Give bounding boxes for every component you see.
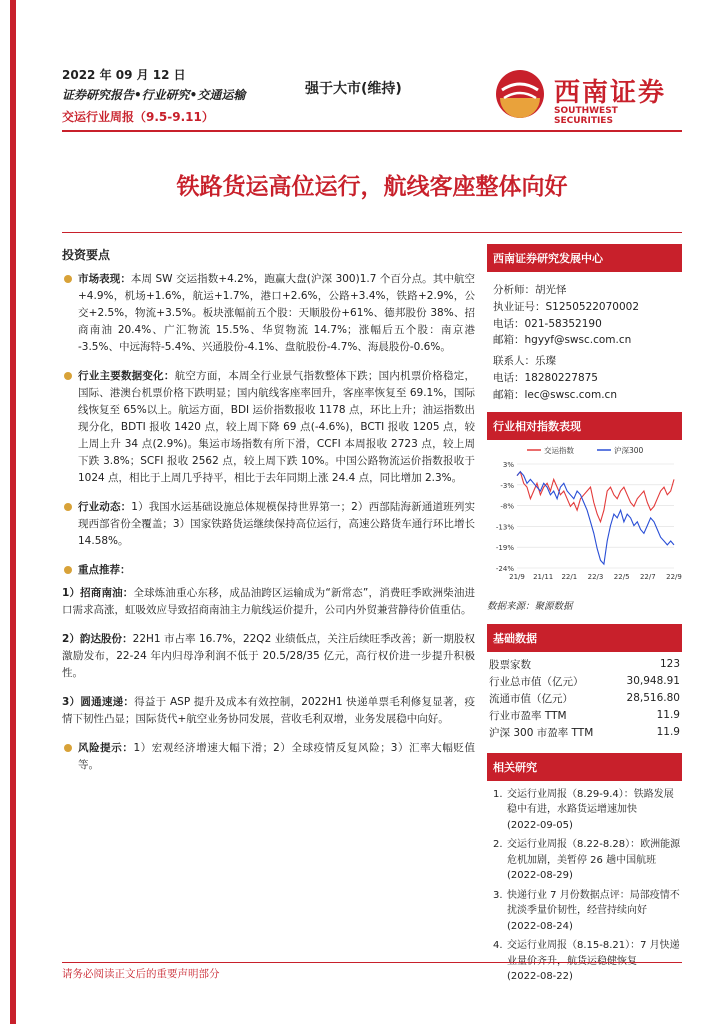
- recommendation-3-label: 3）圆通速递：: [62, 696, 135, 709]
- recommendation-1-label: 1）招商南油：: [62, 587, 134, 600]
- industry-data-text: 航空方面，本周全行业景气指数整体下跌；国内机票价格稳定，国际、港澳台机票价格下跌明显；国内航线客座率回升，客座率恢复至 69.1%，国际线恢复至 65%以上。航运方面，BDI 运价指数报收 1178 点，环比上升；油运指数出现分化，BDTI 报收 1420 点，较上周下降 69 点(-4.6%)，BCTI 报收 1205 点，较上周上升 34 点(2.9%)。集运市场指数有所下滑，CCFI 本周报收 2723 点，较上周下跌 3.8%；SCFI 报收 2562 点，较上周下跌 10%。中国公路物流运价指数报收于 1024 点，相比于上周几乎持平，相比于去年同期上涨 24.4 点，同比增加 2.3%。: [78, 370, 475, 485]
- row-label: 股票家数: [489, 658, 531, 671]
- basic-data-table: [487, 656, 682, 741]
- item-date: (2022-08-29): [507, 870, 573, 882]
- relative-index-chart: [487, 440, 682, 590]
- y-tick-label: -8%: [500, 502, 514, 511]
- left-accent-bar: [10, 0, 16, 1024]
- recommendation-3: [62, 694, 475, 728]
- series-line-1: [517, 471, 674, 563]
- list-item[interactable]: [493, 888, 682, 935]
- contact-email: 邮箱：lec@swsc.com.cn: [493, 388, 617, 401]
- x-tick-label: 22/5: [613, 572, 630, 581]
- recommendation-2: [62, 631, 475, 682]
- item-number: 3.: [493, 889, 503, 901]
- list-item[interactable]: [493, 787, 682, 834]
- footer-divider: [62, 962, 682, 963]
- bullet-icon: [64, 744, 72, 752]
- rating: 强于大市(维持): [305, 81, 402, 97]
- logo-text: 西南证券: [554, 78, 667, 108]
- item-title: 快递行业 7 月份数据点评：局部疫情不扰淡季量价韧性，经营持续向好: [507, 889, 680, 917]
- y-tick-label: -13%: [495, 522, 514, 531]
- bullet-icon: [64, 275, 72, 283]
- chart-source: 数据来源：聚源数据: [487, 600, 573, 612]
- risk-label: 风险提示：: [78, 742, 134, 755]
- item-title: 交运行业周报（8.22-8.28）：欧洲能源危机加剧，美暂停 26 趟中国航班: [507, 839, 681, 866]
- item-date: (2022-09-05): [507, 819, 573, 831]
- bullet-icon: [64, 503, 72, 511]
- bullet-icon: [64, 372, 72, 380]
- footer-disclaimer: 请务必阅读正文后的重要声明部分: [62, 968, 220, 980]
- recommendation-2-text: 22H1 市占率 16.7%，22Q2 业绩低点，关注后续旺季改善；新一期股权激励发布，22-24 年内归母净利润不低于 20.5/28/35 亿元，高行权价进一步提升积极性。: [62, 633, 475, 680]
- row-value: 30,948.91: [626, 675, 680, 688]
- recommendation-block: [62, 562, 475, 579]
- market-label: 市场表现：: [78, 273, 131, 286]
- logo-english-text: SOUTHWEST SECURITIES: [554, 106, 618, 126]
- x-tick-label: 21/9: [509, 572, 525, 581]
- sidebar: [487, 244, 682, 989]
- contact-phone: 电话：18280227875: [493, 371, 598, 384]
- related-research-list: [487, 787, 682, 985]
- contact-name: 联系人：乐璨: [493, 355, 556, 368]
- header-divider: [62, 130, 682, 132]
- item-number: 2.: [493, 839, 503, 851]
- row-value: 28,516.80: [626, 692, 680, 705]
- report-headline: 铁路货运高位运行，航线客座整体向好: [176, 174, 568, 200]
- industry-dynamic-label: 行业动态：: [78, 501, 132, 514]
- item-date: (2022-08-24): [507, 920, 573, 932]
- logo-emblem-icon: [494, 68, 546, 120]
- basic-data-heading: 基础数据: [487, 624, 682, 652]
- y-tick-label: 3%: [502, 460, 514, 469]
- report-category: 证券研究报告•行业研究•交通运输: [62, 88, 246, 102]
- y-tick-label: -19%: [495, 543, 514, 552]
- main-column: [62, 246, 475, 786]
- bullet-icon: [64, 566, 72, 574]
- table-row: [487, 656, 682, 673]
- market-block: [62, 271, 475, 356]
- recommendation-1-text: 全球炼油重心东移，成品油跨区运输成为“新常态”，消费旺季欧洲柴油进口需求高涨，虹吸效应导致招商南油主力航线运价提升，公司内外贸兼营静待价值重估。: [62, 587, 475, 617]
- industry-dynamic-text: 1）我国水运基础设施总体规模保持世界第一；2）西部陆海新通道班列实现西部省份全覆盖；3）国家铁路货运继续保持高位运行，高速公路货车通行环比增长 14.58%。: [78, 501, 475, 548]
- item-title: 交运行业周报（8.15-8.21）：7 月快递: [507, 940, 680, 952]
- company-logo: [494, 66, 674, 126]
- section-divider: [62, 232, 682, 233]
- x-tick-label: 22/9: [666, 572, 682, 581]
- chart-svg: [487, 440, 682, 590]
- analyst-info: [487, 272, 682, 412]
- industry-data-block: [62, 368, 475, 487]
- row-label: 行业总市值（亿元）: [489, 675, 584, 688]
- row-label: 行业市盈率 TTM: [489, 709, 567, 722]
- recommendation-1: [62, 585, 475, 619]
- item-date: (2022-08-22): [507, 971, 573, 983]
- risk-block: [62, 740, 475, 774]
- analyst-phone: 电话：021-58352190: [493, 317, 602, 330]
- item-title: 交运行业周报（8.29-9.4）：铁路发展稳中有进，水路货运增速加快: [507, 788, 674, 816]
- analyst-name: 分析师：胡光怿: [493, 284, 567, 296]
- analyst-email: 邮箱：hgyyf@swsc.com.cn: [493, 334, 632, 347]
- table-row: [487, 724, 682, 741]
- chart-heading: 行业相对指数表现: [487, 412, 682, 440]
- industry-data-label: 行业主要数据变化：: [78, 370, 175, 383]
- recommendation-3-text: 得益于 ASP 提升及成本有效控制，2022H1 快递单票毛利修复显著，疫情下韧性凸显；国际货代+航空业务协同发展，营收毛利双增，业务发展稳中向好。: [62, 696, 475, 726]
- x-tick-label: 22/7: [639, 572, 656, 581]
- item-number: 1.: [493, 788, 503, 800]
- recommendation-label: 重点推荐：: [78, 564, 131, 577]
- row-value: 123: [659, 658, 680, 671]
- row-value: 11.9: [656, 726, 680, 739]
- table-row: [487, 707, 682, 724]
- analyst-license: 执业证号：S1250522070002: [493, 300, 640, 313]
- investment-heading: 投资要点: [62, 248, 111, 262]
- industry-dynamic-block: [62, 499, 475, 550]
- x-tick-label: 22/3: [587, 572, 604, 581]
- report-name: 交运行业周报（9.5-9.11）: [62, 110, 214, 124]
- row-label: 流通市值（亿元）: [489, 692, 573, 705]
- recommendation-2-label: 2）韵达股份：: [62, 633, 133, 646]
- report-date: 2022 年 09 月 12 日: [62, 68, 186, 82]
- market-text: 本周 SW 交运指数+4.2%，跑赢大盘(沪深 300)1.7 个百分点。其中航空+4.9%，机场+1.6%，航运+1.7%，港口+2.6%，公路+3.4%，铁路+2.9%，公交+2.5%，物流+3.5%。板块涨幅前五个股：天顺股份+61%、德邦股份 38%、招商南油 20.4%、广汇物流 15.5%、华贸物流 14.7%；涨幅后五个股：南京港 -3.5%、中远海特-5.4%、兴通股份-4.1%、盘航股份-4.7%、海晨股份-0.6%。: [78, 273, 475, 354]
- row-value: 11.9: [656, 709, 680, 722]
- legend-label: 交运指数: [544, 445, 574, 455]
- y-tick-label: -3%: [500, 481, 514, 490]
- row-label: 沪深 300 市盈率 TTM: [489, 726, 594, 739]
- series-line-0: [517, 471, 674, 521]
- x-tick-label: 22/1: [561, 572, 578, 581]
- y-tick-label: -24%: [495, 564, 514, 573]
- related-research-heading: 相关研究: [487, 753, 682, 781]
- x-tick-label: 21/11: [533, 572, 554, 581]
- table-row: [487, 690, 682, 707]
- research-center-heading: 西南证券研究发展中心: [487, 244, 682, 272]
- table-row: [487, 673, 682, 690]
- item-number: 4.: [493, 940, 503, 952]
- legend-label: 沪深300: [614, 445, 644, 455]
- list-item[interactable]: [493, 837, 682, 884]
- risk-text: 1）宏观经济增速大幅下滑；2）全球疫情反复风险；3）汇率大幅贬值等。: [78, 742, 475, 772]
